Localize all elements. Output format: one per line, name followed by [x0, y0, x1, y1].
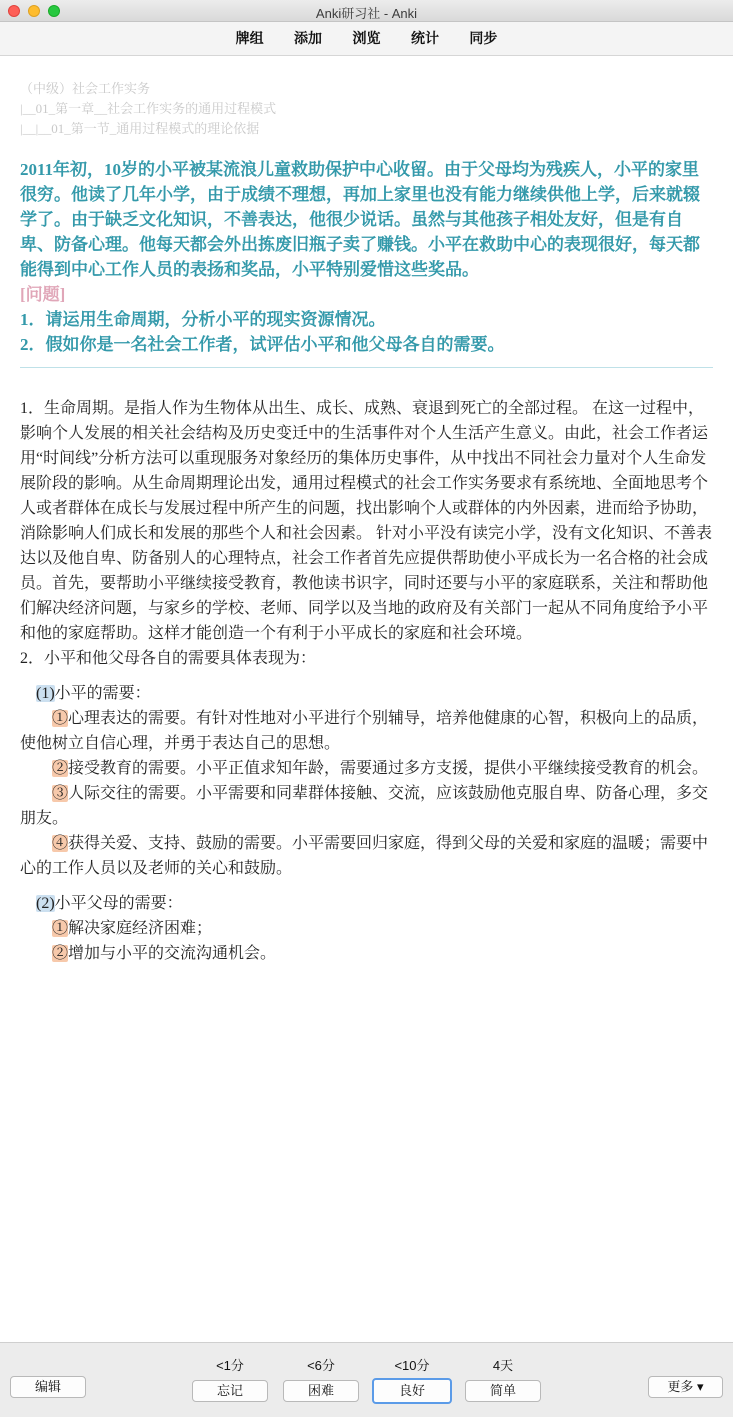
- list-item: [20, 831, 713, 881]
- item-number: ②: [52, 760, 69, 777]
- item-number: ③: [52, 785, 69, 802]
- more-button[interactable]: 更多 ▾: [648, 1376, 723, 1398]
- list-item: [20, 706, 713, 756]
- item-text: 解决家庭经济困难；: [68, 920, 213, 937]
- toolbar-add[interactable]: 添加: [294, 30, 323, 46]
- main-toolbar: [0, 22, 733, 56]
- item-text: 心理表达的需要。有针对性地对小平进行个别辅导，培养他健康的心智，积极向上的品质，使他树立自信心理，并勇于表达自己的思想。: [20, 710, 709, 752]
- question-item-1: 1．请运用生命周期，分析小平的现实资源情况。: [20, 310, 386, 329]
- again-button[interactable]: 忘记: [192, 1380, 268, 1402]
- review-bottom-bar: [0, 1342, 733, 1417]
- good-button[interactable]: 良好: [372, 1378, 452, 1404]
- answer-paragraph-1: 1．生命周期。是指人作为生物体从出生、成长、成熟、衰退到死亡的全部过程。 在这一过程中，影响个人发展的相关社会结构及历史变迁中的生活事件对个人生活产生意义。由此，社会工作者运用“时间线”分析方法可以重现服务对象经历的集体历史事件，从中找出不同社会力量对个人生命发展阶段的影响。从生命周期理论出发，通用过程模式的社会工作实务要求有系统地、全面地思考个人或者群体在成长与发展过程中所产生的问题，找出影响个人或群体的内外因素，进而给予协助，消除影响人们成长和发展的那些个人和社会因素。 针对小平没有读完小学，没有文化知识、不善表达以及他自卑、防备别人的心理特点，社会工作者首先应提供帮助使小平成长为一名合格的社会成员。首先，要帮助小平继续接受教育，教他读书识字，同时还要与小平的家庭联系，关注和帮助他们解决经济问题，与家乡的学校、老师、同学以及当地的政府及有关部门一起从不同角度给予小平和他的家庭帮助。这样才能创造一个有利于小平成长的家庭和社会环境。: [20, 400, 713, 642]
- title-bar: [0, 0, 733, 22]
- toolbar-decks[interactable]: 牌组: [235, 30, 264, 46]
- list-item: [20, 916, 713, 941]
- question-tag: [问题]: [20, 285, 66, 304]
- section-1-number: (1): [36, 685, 55, 702]
- card-answer: [20, 396, 713, 966]
- interval-good: <10分: [394, 1358, 430, 1373]
- item-number: ④: [52, 835, 69, 852]
- interval-easy: 4天: [492, 1358, 514, 1373]
- item-text: 增加与小平的交流沟通机会。: [68, 945, 277, 962]
- item-number: ①: [52, 710, 69, 727]
- question-item-2: 2．假如你是一名社会工作者，试评估小平和他父母各自的需要。: [20, 335, 505, 354]
- item-number: ②: [52, 945, 69, 962]
- card-question: [20, 157, 713, 357]
- item-text: 人际交往的需要。小平需要和同辈群体接触、交流，应该鼓励他克服自卑、防备心理，多交朋友。: [20, 785, 709, 827]
- answer-section-2-heading: [20, 891, 713, 916]
- deck-path-level-2: |__01_第一章__社会工作实务的通用过程模式: [20, 101, 277, 116]
- answer-paragraph-2: 2．小平和他父母各自的需要具体表现为：: [20, 650, 317, 667]
- edit-button[interactable]: 编辑: [10, 1376, 86, 1398]
- item-text: 获得关爱、支持、鼓励的需要。小平需要回归家庭，得到父母的关爱和家庭的温暖；需要中心的工作人员以及老师的关心和鼓励。: [20, 835, 709, 877]
- question-case-text: 2011年初，10岁的小平被某流浪儿童救助保护中心收留。由于父母均为残疾人，小平的家里很穷。他读了几年小学，由于成绩不理想，再加上家里也没有能力继续供他上学，后来就辍学了。由于缺乏文化知识，不善表达，他很少说话。虽然与其他孩子相处友好，但是有自卑、防备心理。他每天都会外出拣废旧瓶子卖了赚钱。小平在救助中心的表现很好，每天都能得到中心工作人员的表扬和奖品，小平特别爱惜这些奖品。: [20, 160, 700, 279]
- toolbar-stats[interactable]: 统计: [410, 30, 439, 46]
- answer-divider: [20, 367, 713, 368]
- deck-path-level-1: （中级）社会工作实务: [20, 81, 151, 96]
- toolbar-sync[interactable]: 同步: [469, 30, 498, 46]
- list-item: [20, 941, 713, 966]
- window-title: Anki研习社 - Anki: [315, 6, 418, 21]
- answer-section-1-heading: [20, 681, 713, 706]
- list-item: [20, 756, 713, 781]
- list-item: [20, 781, 713, 831]
- easy-button[interactable]: 简单: [465, 1380, 541, 1402]
- section-1-title: 小平的需要：: [54, 685, 151, 702]
- item-text: 接受教育的需要。小平正值求知年龄，需要通过多方支援，提供小平继续接受教育的机会。: [68, 760, 709, 777]
- hard-button[interactable]: 困难: [283, 1380, 359, 1402]
- section-2-number: (2): [36, 895, 55, 912]
- toolbar-browse[interactable]: 浏览: [352, 30, 381, 46]
- interval-again: <1分: [216, 1358, 244, 1373]
- section-2-title: 小平父母的需要：: [54, 895, 183, 912]
- interval-hard: <6分: [307, 1358, 335, 1373]
- item-number: ①: [52, 920, 69, 937]
- deck-path-level-3: |__|__01_第一节_通用过程模式的理论依据: [20, 121, 260, 136]
